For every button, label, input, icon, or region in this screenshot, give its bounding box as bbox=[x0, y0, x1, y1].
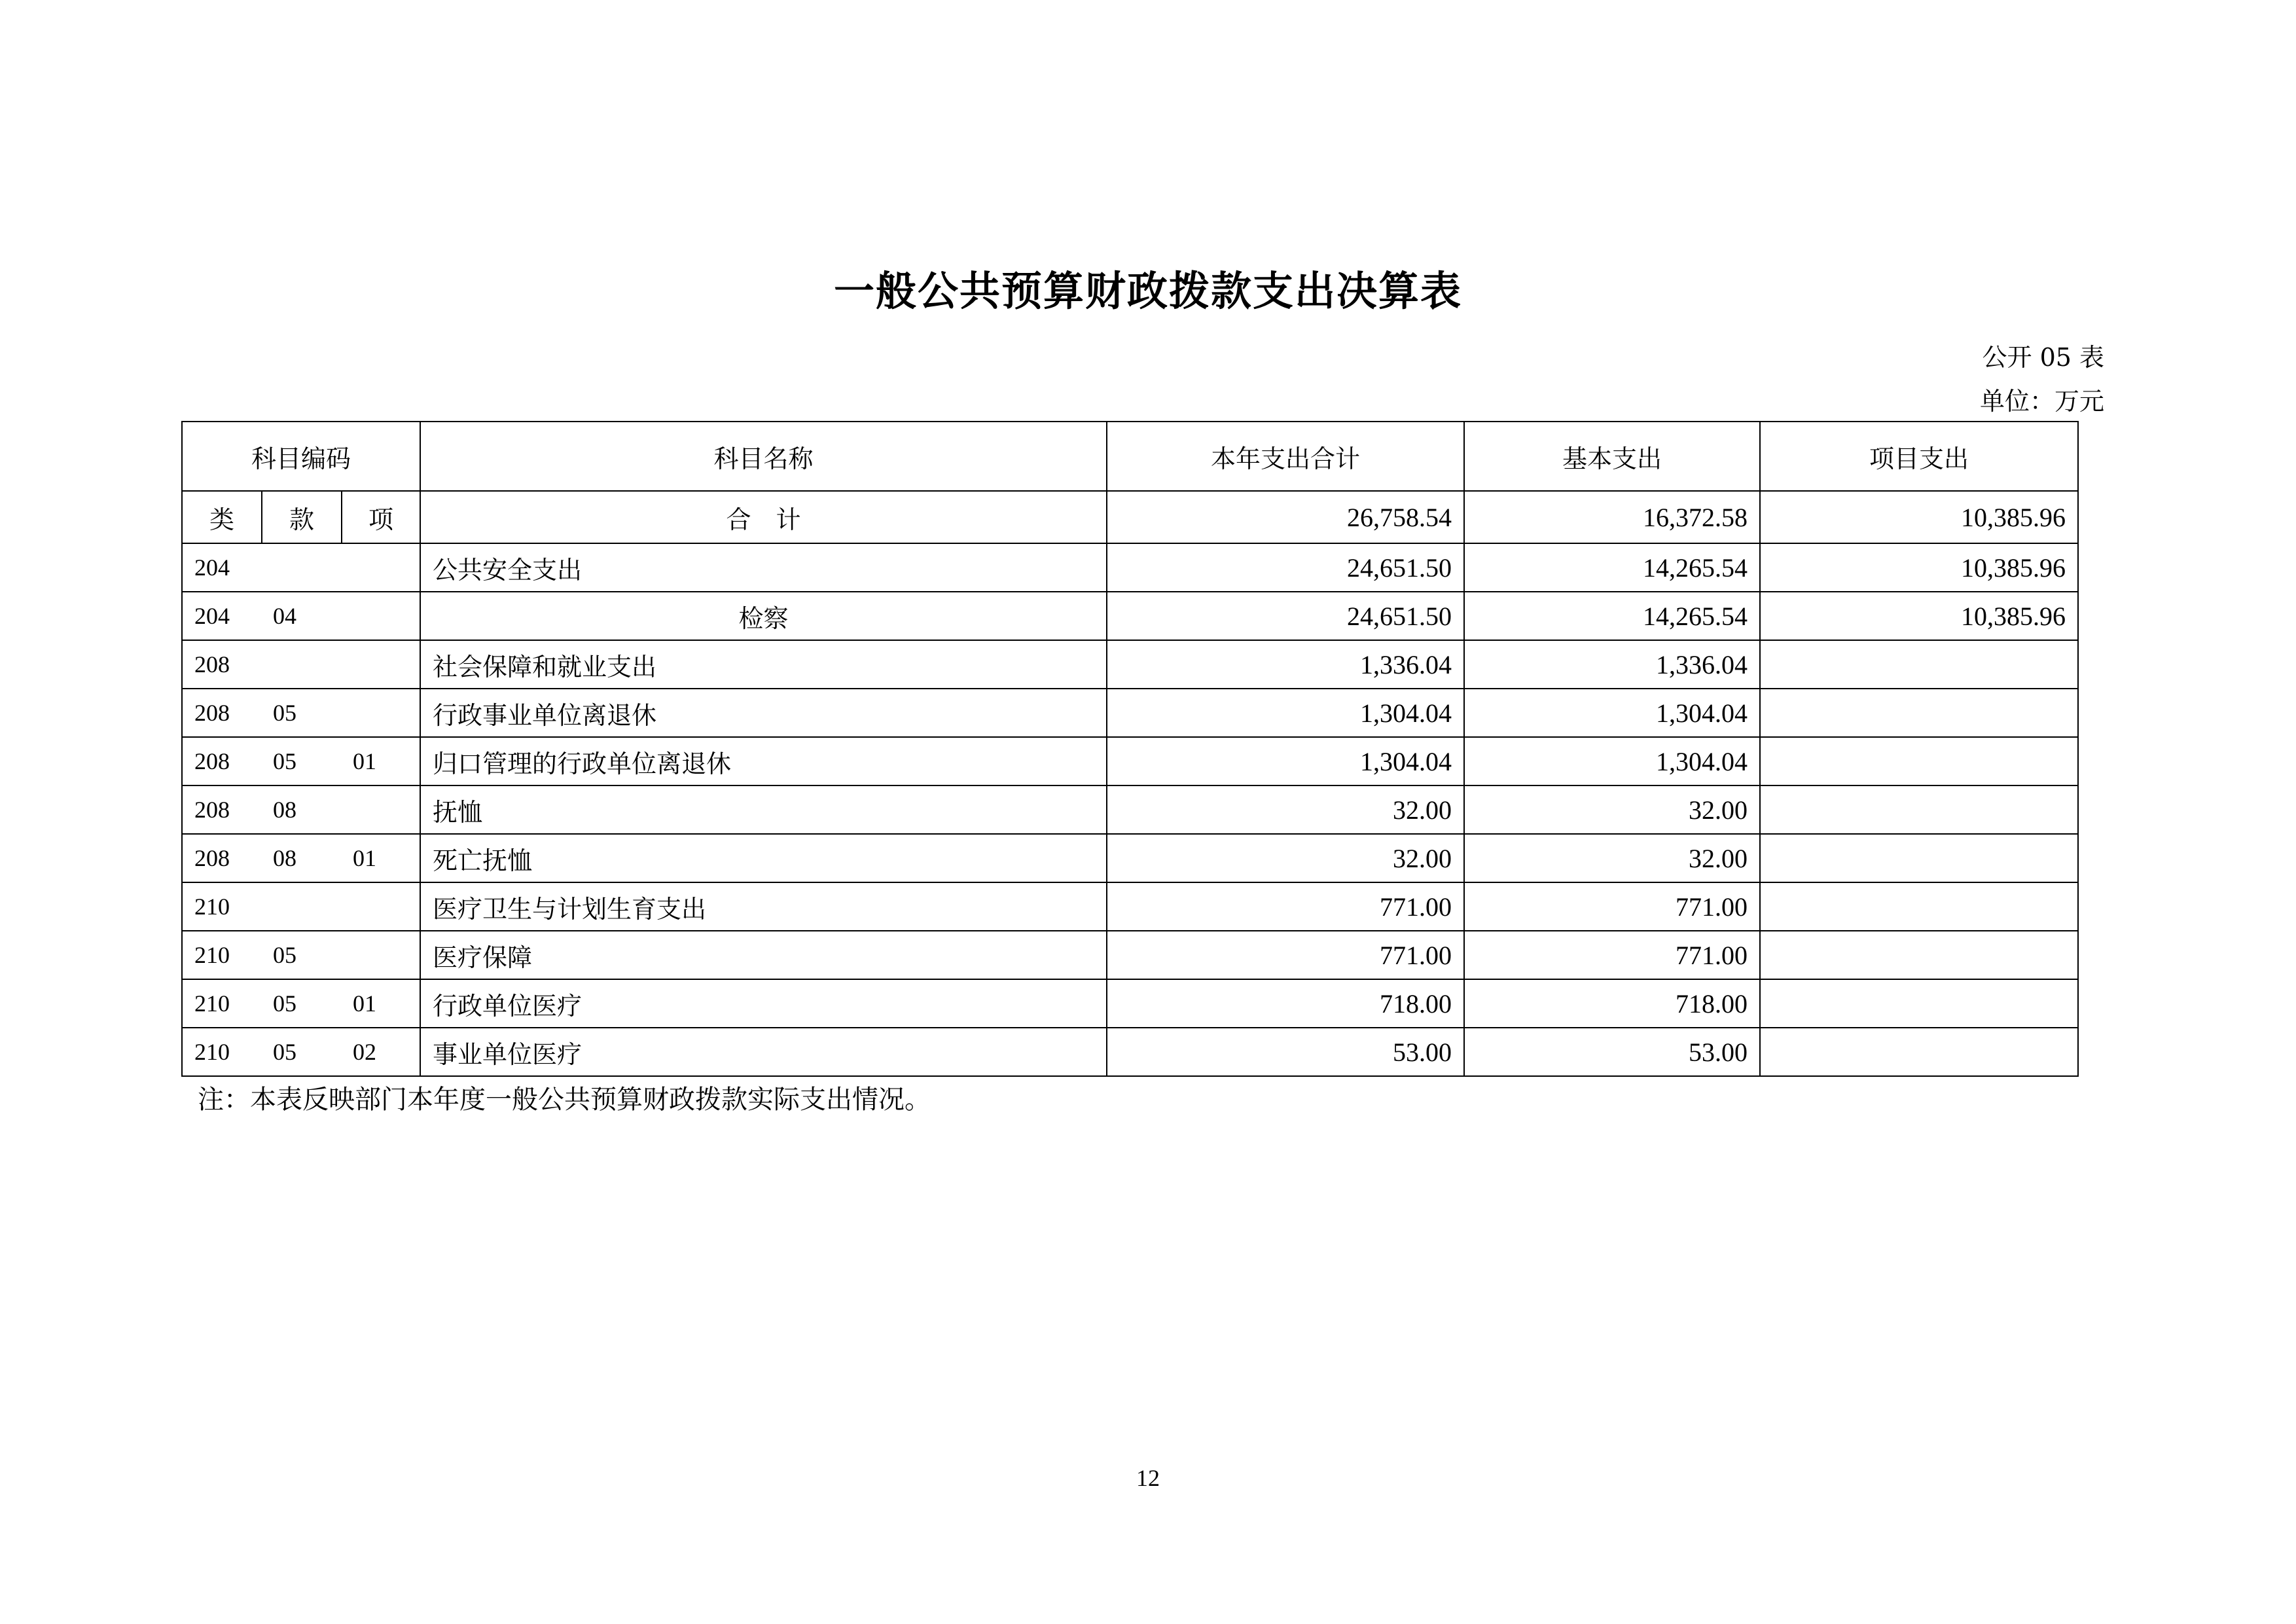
code-lei: 208 bbox=[194, 651, 230, 677]
amount-total: 718.00 bbox=[1107, 979, 1464, 1028]
code-lei: 208 bbox=[194, 700, 230, 726]
amount-project bbox=[1760, 1028, 2078, 1076]
expenditure-table bbox=[181, 421, 2079, 1077]
amount-project bbox=[1760, 834, 2078, 882]
amount-total: 32.00 bbox=[1107, 785, 1464, 834]
header-row-1 bbox=[182, 422, 2078, 491]
table-row bbox=[182, 979, 2078, 1028]
code-lei: 210 bbox=[194, 942, 230, 968]
subject-code bbox=[182, 834, 420, 882]
amount-total: 32.00 bbox=[1107, 834, 1464, 882]
amount-project bbox=[1760, 931, 2078, 979]
amount-project bbox=[1760, 882, 2078, 931]
code-xiang bbox=[353, 893, 405, 920]
code-kuan: 08 bbox=[273, 845, 296, 871]
code-xiang bbox=[353, 699, 405, 727]
amount-project bbox=[1760, 785, 2078, 834]
code-kuan: 04 bbox=[273, 603, 296, 629]
subject-name: 医疗卫生与计划生育支出 bbox=[420, 882, 1107, 931]
code-lei: 208 bbox=[194, 797, 230, 823]
total-row-basic: 16,372.58 bbox=[1464, 491, 1760, 543]
header-xiang: 项 bbox=[342, 491, 420, 543]
amount-basic: 14,265.54 bbox=[1464, 592, 1760, 640]
code-xiang bbox=[353, 602, 405, 630]
header-project: 项目支出 bbox=[1760, 422, 2078, 491]
amount-project bbox=[1760, 737, 2078, 785]
table-row bbox=[182, 543, 2078, 592]
subject-name: 社会保障和就业支出 bbox=[420, 640, 1107, 689]
code-kuan: 05 bbox=[273, 700, 296, 726]
subject-name: 事业单位医疗 bbox=[420, 1028, 1107, 1076]
subject-name: 行政事业单位离退休 bbox=[420, 689, 1107, 737]
subject-name: 抚恤 bbox=[420, 785, 1107, 834]
subject-name: 医疗保障 bbox=[420, 931, 1107, 979]
subject-code bbox=[182, 592, 420, 640]
code-xiang bbox=[353, 796, 405, 823]
table-row bbox=[182, 1028, 2078, 1076]
subject-name: 归口管理的行政单位离退休 bbox=[420, 737, 1107, 785]
amount-project: 10,385.96 bbox=[1760, 543, 2078, 592]
subject-code bbox=[182, 737, 420, 785]
table-row bbox=[182, 689, 2078, 737]
amount-total: 24,651.50 bbox=[1107, 592, 1464, 640]
amount-basic: 771.00 bbox=[1464, 882, 1760, 931]
code-kuan: 05 bbox=[273, 990, 296, 1017]
code-lei: 208 bbox=[194, 748, 230, 774]
subject-code bbox=[182, 931, 420, 979]
code-kuan bbox=[273, 554, 353, 581]
code-lei: 210 bbox=[194, 893, 230, 920]
amount-basic: 1,304.04 bbox=[1464, 689, 1760, 737]
subject-code bbox=[182, 1028, 420, 1076]
header-basic: 基本支出 bbox=[1464, 422, 1760, 491]
amount-total: 771.00 bbox=[1107, 931, 1464, 979]
page-title: 一般公共预算财政拨款支出决算表 bbox=[833, 267, 1462, 315]
code-lei: 210 bbox=[194, 990, 230, 1017]
subject-code bbox=[182, 785, 420, 834]
unit-label: 单位：万元 bbox=[1979, 387, 2104, 416]
table-row bbox=[182, 640, 2078, 689]
subject-name: 死亡抚恤 bbox=[420, 834, 1107, 882]
code-xiang: 01 bbox=[353, 845, 376, 871]
amount-project bbox=[1760, 640, 2078, 689]
amount-total: 24,651.50 bbox=[1107, 543, 1464, 592]
code-lei: 208 bbox=[194, 845, 230, 871]
amount-basic: 32.00 bbox=[1464, 834, 1760, 882]
code-kuan: 05 bbox=[273, 748, 296, 774]
amount-basic: 1,304.04 bbox=[1464, 737, 1760, 785]
subject-name: 公共安全支出 bbox=[420, 543, 1107, 592]
amount-project bbox=[1760, 979, 2078, 1028]
total-row-total: 26,758.54 bbox=[1107, 491, 1464, 543]
amount-total: 1,304.04 bbox=[1107, 737, 1464, 785]
code-xiang: 01 bbox=[353, 990, 376, 1017]
code-xiang bbox=[353, 554, 405, 581]
table-row bbox=[182, 592, 2078, 640]
table-row bbox=[182, 785, 2078, 834]
amount-total: 1,304.04 bbox=[1107, 689, 1464, 737]
header-total: 本年支出合计 bbox=[1107, 422, 1464, 491]
subject-code bbox=[182, 979, 420, 1028]
header-lei: 类 bbox=[182, 491, 262, 543]
table-row bbox=[182, 737, 2078, 785]
amount-project bbox=[1760, 689, 2078, 737]
header-name: 科目名称 bbox=[420, 422, 1107, 491]
table-row bbox=[182, 834, 2078, 882]
table-row bbox=[182, 882, 2078, 931]
total-row-project: 10,385.96 bbox=[1760, 491, 2078, 543]
code-lei: 204 bbox=[194, 603, 230, 629]
code-kuan: 08 bbox=[273, 797, 296, 823]
header-code-group: 科目编码 bbox=[182, 422, 420, 491]
code-xiang bbox=[353, 651, 405, 678]
code-xiang bbox=[353, 941, 405, 969]
amount-total: 1,336.04 bbox=[1107, 640, 1464, 689]
page-number: 12 bbox=[1136, 1465, 1160, 1491]
header-kuan: 款 bbox=[262, 491, 342, 543]
table-note: 注：本表反映部门本年度一般公共预算财政拨款实际支出情况。 bbox=[198, 1085, 931, 1115]
table-code-label: 公开 05 表 bbox=[1982, 343, 2104, 372]
amount-basic: 718.00 bbox=[1464, 979, 1760, 1028]
header-row-2 bbox=[182, 491, 2078, 543]
code-xiang: 01 bbox=[353, 748, 376, 774]
code-kuan bbox=[273, 893, 353, 920]
code-kuan bbox=[273, 651, 353, 678]
total-row-label: 合 计 bbox=[420, 491, 1107, 543]
code-lei: 204 bbox=[194, 554, 230, 581]
amount-basic: 32.00 bbox=[1464, 785, 1760, 834]
amount-total: 53.00 bbox=[1107, 1028, 1464, 1076]
subject-code bbox=[182, 882, 420, 931]
subject-name: 检察 bbox=[420, 592, 1107, 640]
amount-basic: 1,336.04 bbox=[1464, 640, 1760, 689]
subject-code bbox=[182, 543, 420, 592]
subject-code bbox=[182, 689, 420, 737]
table-row bbox=[182, 931, 2078, 979]
amount-basic: 14,265.54 bbox=[1464, 543, 1760, 592]
code-kuan: 05 bbox=[273, 1039, 296, 1065]
amount-basic: 771.00 bbox=[1464, 931, 1760, 979]
amount-basic: 53.00 bbox=[1464, 1028, 1760, 1076]
code-xiang: 02 bbox=[353, 1039, 376, 1065]
table-body bbox=[182, 543, 2078, 1076]
amount-project: 10,385.96 bbox=[1760, 592, 2078, 640]
code-lei: 210 bbox=[194, 1039, 230, 1065]
subject-name: 行政单位医疗 bbox=[420, 979, 1107, 1028]
subject-code bbox=[182, 640, 420, 689]
code-kuan: 05 bbox=[273, 942, 296, 968]
amount-total: 771.00 bbox=[1107, 882, 1464, 931]
